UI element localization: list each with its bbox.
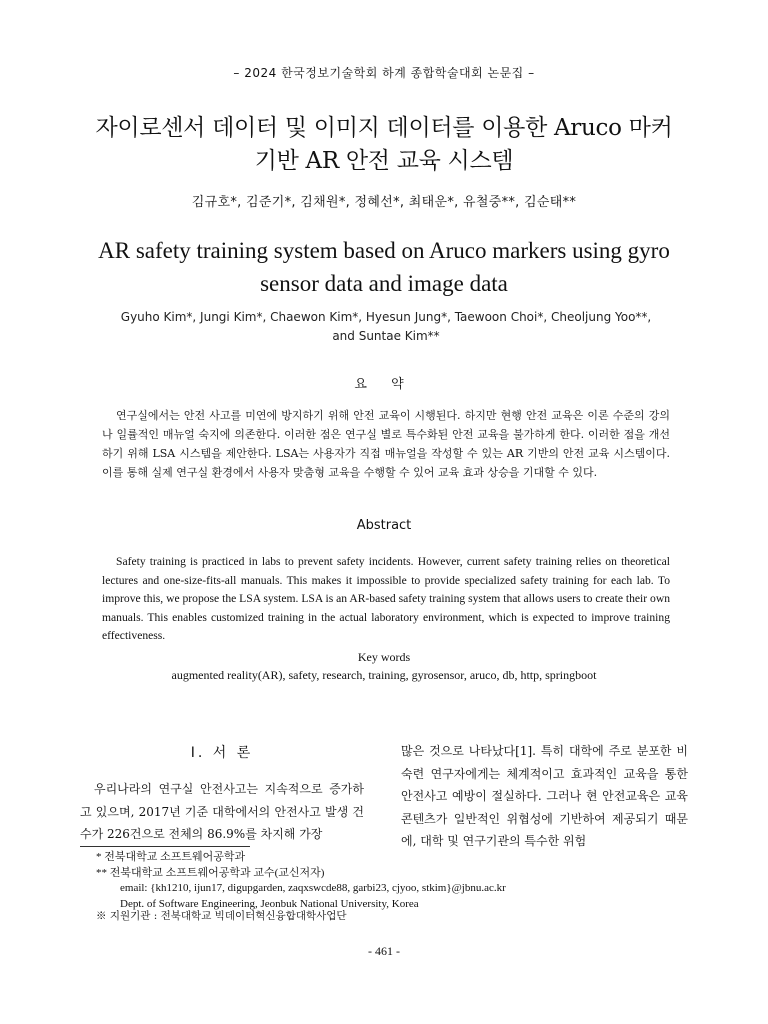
section-heading-introduction: I. 서 론	[190, 745, 254, 761]
english-authors-line-1: Gyuho Kim*, Jungi Kim*, Chaewon Kim*, Hyesun Jung*, Taewoon Choi*, Cheoljung Yoo**,	[120, 310, 652, 324]
korean-abstract-text: 연구실에서는 안전 사고를 미연에 방지하기 위해 안전 교육이 시행된다. 하지만 현행 안전 교육은 이론 수준의 강의나 일률적인 매뉴얼 숙지에 의존한다. 이러한 점은 연구실 별로 특수화된 안전 교육을 불가하게 한다. 이러한 점을 개선하기 위해 LSA 시스템을 제안한다. LSA는 사용자가 직접 매뉴얼을 작성할 수 있는 AR 기반의 안전 교육 시스템이다. 이를 통해 실제 연구실 환경에서 사용자 맞춤형 교육을 수행할 수 있어 교육 효과 상승을 기대할 수 있다.	[102, 409, 670, 479]
conference-header: – 2024 한국정보기술학회 하계 종합학술대회 논문집 –	[233, 66, 535, 80]
korean-title-line-2: 기반 AR 안전 교육 시스템	[254, 148, 514, 174]
english-abstract-heading: Abstract	[356, 518, 412, 533]
korean-title-line-1: 자이로센서 데이터 및 이미지 데이터를 이용한 Aruco 마커	[95, 115, 673, 141]
footnote-department: Dept. of Software Engineering, Jeonbuk National University, Korea	[120, 897, 419, 910]
body-right-column: 많은 것으로 나타났다[1]. 특히 대학에 주로 분포한 비숙련 연구자에게는 체계적이고 효과적인 교육을 통한 안전사고 예방이 절실하다. 그러나 현 안전교육은 교육 콘텐츠가 일반적인 위협성에 기반하여 제공되기 때문에, 대학 및 연구기관의 특수한 위험	[401, 744, 688, 848]
keywords-list: augmented reality(AR), safety, research, training, gyrosensor, aruco, db, http, springboot	[171, 668, 597, 682]
footnote-divider	[80, 846, 250, 847]
footnote-email: email: {kh1210, ijun17, digupgarden, zaqxswcde88, garbi23, cjyoo, stkim}@jbnu.ac.kr	[120, 882, 506, 894]
english-title: AR safety training system based on Aruco markers using gyro sensor data and image data	[98, 238, 670, 296]
footnotes	[96, 850, 596, 912]
english-authors	[100, 308, 672, 346]
footnote-funding: ※ 지원기관 : 전북대학교 빅데이터혁신융합대학사업단	[96, 910, 347, 922]
korean-authors: 김규호*, 김준기*, 김채원*, 정혜선*, 최태운*, 유철중**, 김순태**	[191, 195, 577, 210]
footnote-affiliation-1: * 전북대학교 소프트웨어공학과	[96, 851, 246, 863]
korean-title	[0, 112, 768, 178]
keywords-heading: Key words	[357, 650, 411, 664]
english-authors-line-2: and Suntae Kim**	[332, 329, 440, 343]
footnote-affiliation-2: ** 전북대학교 소프트웨어공학과 교수(교신저자)	[96, 866, 325, 879]
page-number: - 461 -	[368, 944, 400, 958]
english-abstract-text: Safety training is practiced in labs to prevent safety incidents. However, current safety training relies on theoretical lectures and one-size-fits-all manuals. This makes it impossible to provide specialized safety training for each lab. To improve this, we propose the LSA system. LSA is an AR-based safety training system that allows users to create their own manuals. This enables customized training in the actual laboratory environment, which is expected to improve training effectiveness.	[102, 555, 670, 642]
body-left-column: 우리나라의 연구실 안전사고는 지속적으로 증가하고 있으며, 2017년 기준 대학에서의 안전사고 발생 건수가 226건으로 전체의 86.9%를 차지해 가장	[80, 782, 364, 841]
korean-abstract-heading: 요 약	[354, 377, 414, 392]
